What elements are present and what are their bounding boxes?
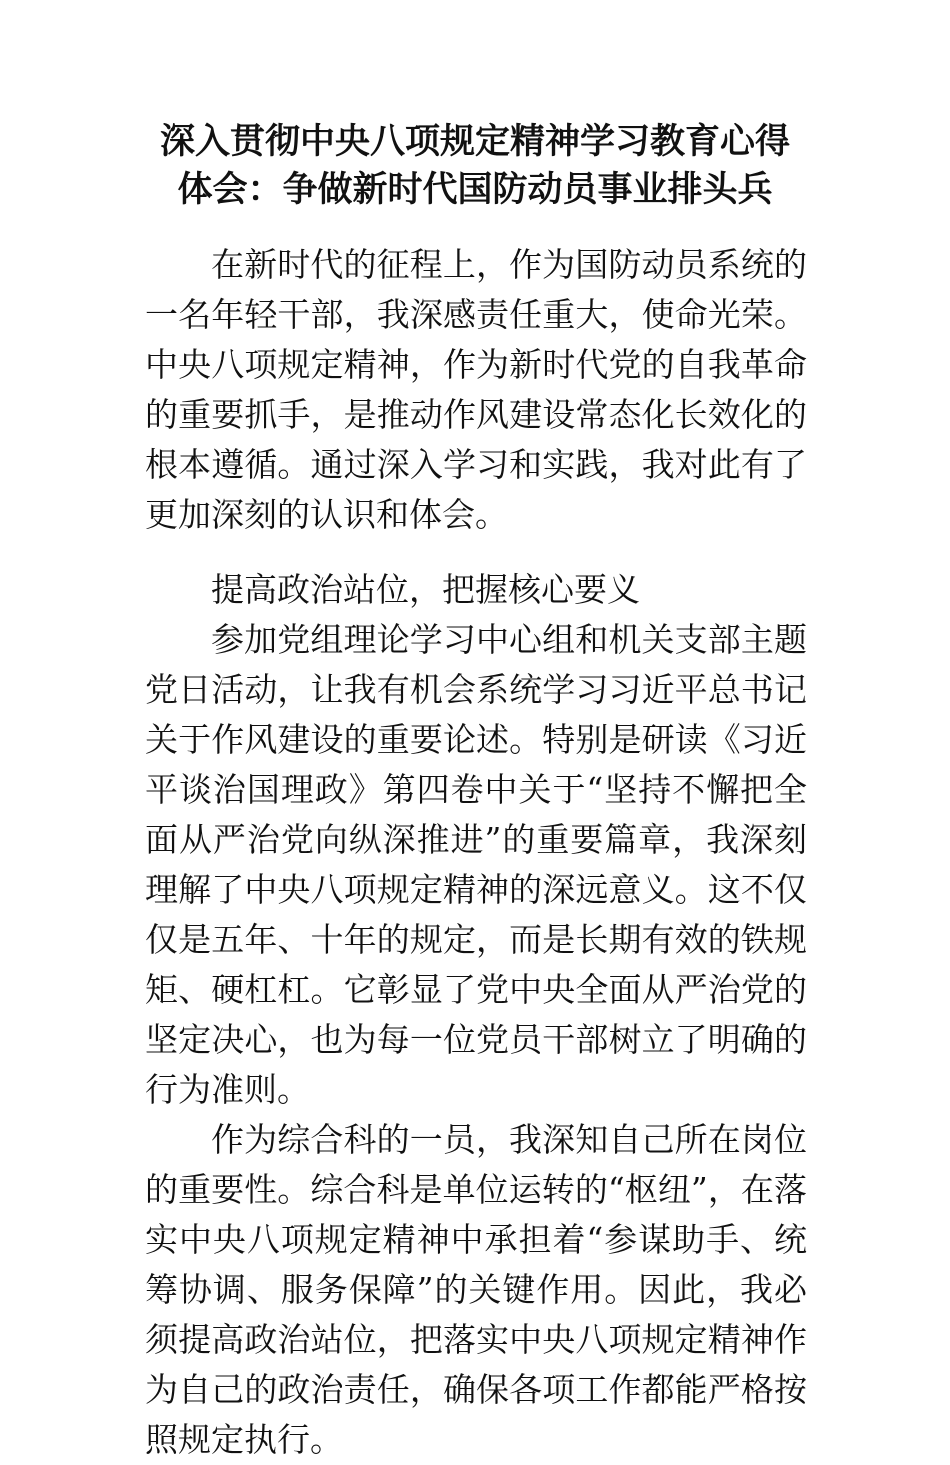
document-title bbox=[0, 118, 950, 214]
title-line-2: 体会：争做新时代国防动员事业排头兵 bbox=[177, 169, 773, 210]
document-body bbox=[145, 240, 807, 1465]
section-heading: 提高政治站位，把握核心要义 bbox=[211, 570, 640, 609]
paragraph: 作为综合科的一员，我深知自己所在岗位的重要性。综合科是单位运转的“枢纽”，在落实中央八项规定精神中承担着“参谋助手、统筹协调、服务保障”的关键作用。因此，我必须提高政治站位，把落实中央八项规定精神作为自己的政治责任，确保各项工作都能严格按照规定执行。 bbox=[145, 1120, 807, 1459]
title-line-1: 深入贯彻中央八项规定精神学习教育心得 bbox=[159, 121, 790, 162]
paragraph-intro: 在新时代的征程上，作为国防动员系统的一名年轻干部，我深感责任重大，使命光荣。中央八项规定精神，作为新时代党的自我革命的重要抓手，是推动作风建设常态化长效化的根本遵循。通过深入学习和实践，我对此有了更加深刻的认识和体会。 bbox=[145, 245, 807, 534]
paragraph: 参加党组理论学习中心组和机关支部主题党日活动，让我有机会系统学习习近平总书记关于作风建设的重要论述。特别是研读《习近平谈治国理政》第四卷中关于“坚持不懈把全面从严治党向纵深推进”的重要篇章，我深刻理解了中央八项规定精神的深远意义。这不仅仅是五年、十年的规定，而是长期有效的铁规矩、硬杠杠。它彰显了党中央全面从严治党的坚定决心，也为每一位党员干部树立了明确的行为准则。 bbox=[145, 620, 807, 1109]
